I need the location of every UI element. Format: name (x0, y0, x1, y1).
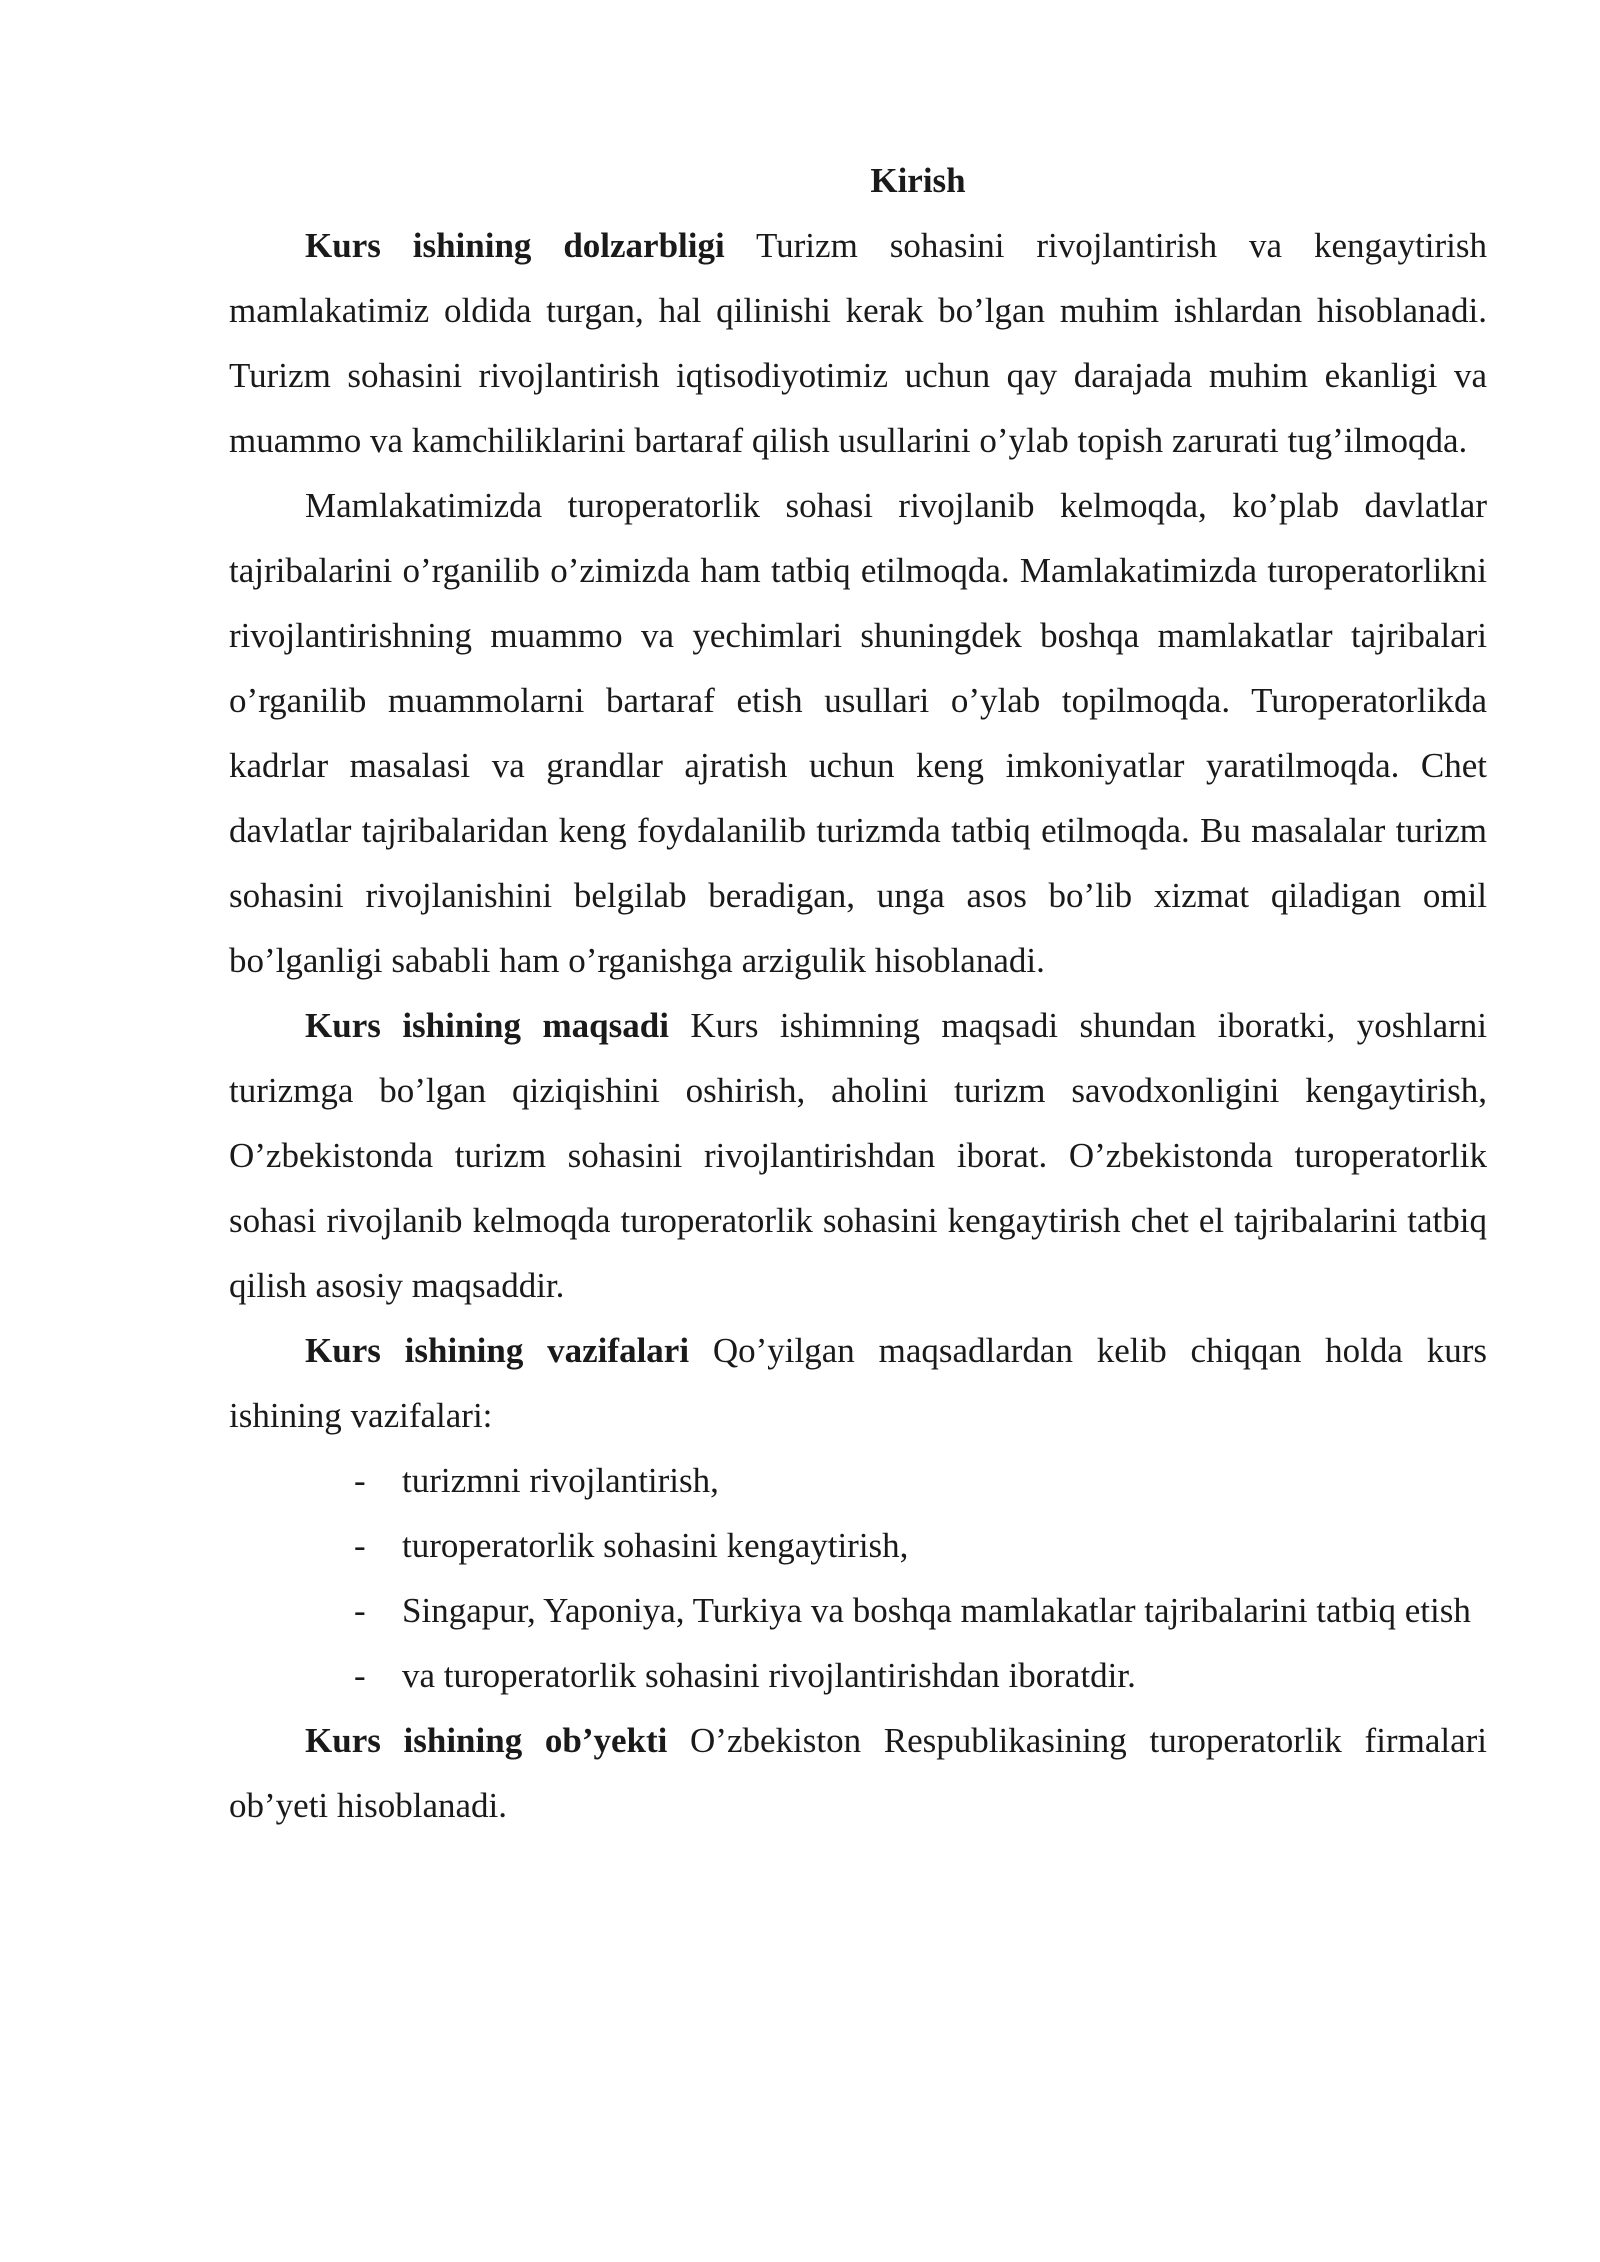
paragraph-heading: Kurs ishining maqsadi (305, 1006, 669, 1045)
bullet-dash: - (354, 1461, 366, 1500)
paragraph-turoperatorlik (229, 473, 1487, 993)
paragraph-heading: Kurs ishining vazifalari (305, 1331, 690, 1370)
paragraph-text: Kurs ishimning maqsadi shundan iboratki, yoshlarni turizmga bo’lgan qiziqishini oshirish, aholini turizm savodxonligini kengaytirish, O’zbekistonda turizm sohasini rivojlantirishdan iborat. O’zbekistonda turoperatorlik sohasi rivojlanib kelmoqda turoperatorlik sohasini kengaytirish chet el tajribalarini tatbiq qilish asosiy maqsaddir. (229, 1006, 1488, 1305)
list-item-text: va turoperatorlik sohasini rivojlantirishdan iboratdir. (402, 1656, 1136, 1695)
page-title: Kirish (870, 161, 966, 200)
bullet-dash: - (354, 1591, 366, 1630)
paragraph-vazifalari (229, 1318, 1487, 1448)
list-item (354, 1578, 1487, 1643)
task-list (229, 1448, 1487, 1708)
paragraph-text: Mamlakatimizda turoperatorlik sohasi rivojlanib kelmoqda, ko’plab davlatlar tajribalarini o’rganilib o’zimizda ham tatbiq etilmoqda. Mamlakatimizda turoperatorlikni rivojlantirishning muammo va yechimlari shuningdek boshqa mamlakatlar tajribalari o’rganilib muammolarni bartaraf etish usullari o’ylab topilmoqda. Turoperatorlikda kadrlar masalasi va grandlar ajratish uchun keng imkoniyatlar yaratilmoqda. Chet davlatlar tajribalaridan keng foydalanilib turizmda tatbiq etilmoqda. Bu masalalar turizm sohasini rivojlanishini belgilab beradigan, unga asos bo’lib xizmat qiladigan omil bo’lganligi sababli ham o’rganishga arzigulik hisoblanadi. (229, 486, 1487, 980)
bullet-dash: - (354, 1656, 366, 1695)
bullet-dash: - (354, 1526, 366, 1565)
list-item-text: Singapur, Yaponiya, Turkiya va boshqa mamlakatlar tajribalarini tatbiq etish (402, 1591, 1471, 1630)
list-item-text: turizmni rivojlantirish, (402, 1461, 719, 1500)
paragraph-heading: Kurs ishining ob’yekti (305, 1721, 668, 1760)
list-item-text: turoperatorlik sohasini kengaytirish, (402, 1526, 909, 1565)
paragraph-text: Qo’yilgan maqsadlardan kelib chiqqan holda kurs ishining vazifalari: (229, 1331, 1488, 1435)
document-page (229, 148, 1487, 1838)
list-item (354, 1513, 1487, 1578)
list-item (354, 1643, 1487, 1708)
paragraph-text: O’zbekiston Respublikasining turoperatorlik firmalari ob’yeti hisoblanadi. (229, 1721, 1487, 1825)
paragraph-dolzarbligi (229, 213, 1487, 473)
paragraph-text: Turizm sohasini rivojlantirish va kengaytirish mamlakatimiz oldida turgan, hal qilinishi kerak bo’lgan muhim ishlardan hisoblanadi. Turizm sohasini rivojlantirish iqtisodiyotimiz uchun qay darajada muhim ekanligi va muammo va kamchiliklarini bartaraf qilish usullarini o’ylab topish zarurati tug’ilmoqda. (229, 226, 1487, 460)
list-item (354, 1448, 1487, 1513)
paragraph-maqsadi (229, 993, 1487, 1318)
paragraph-heading: Kurs ishining dolzarbligi (305, 226, 725, 265)
paragraph-obyekti (229, 1708, 1487, 1838)
